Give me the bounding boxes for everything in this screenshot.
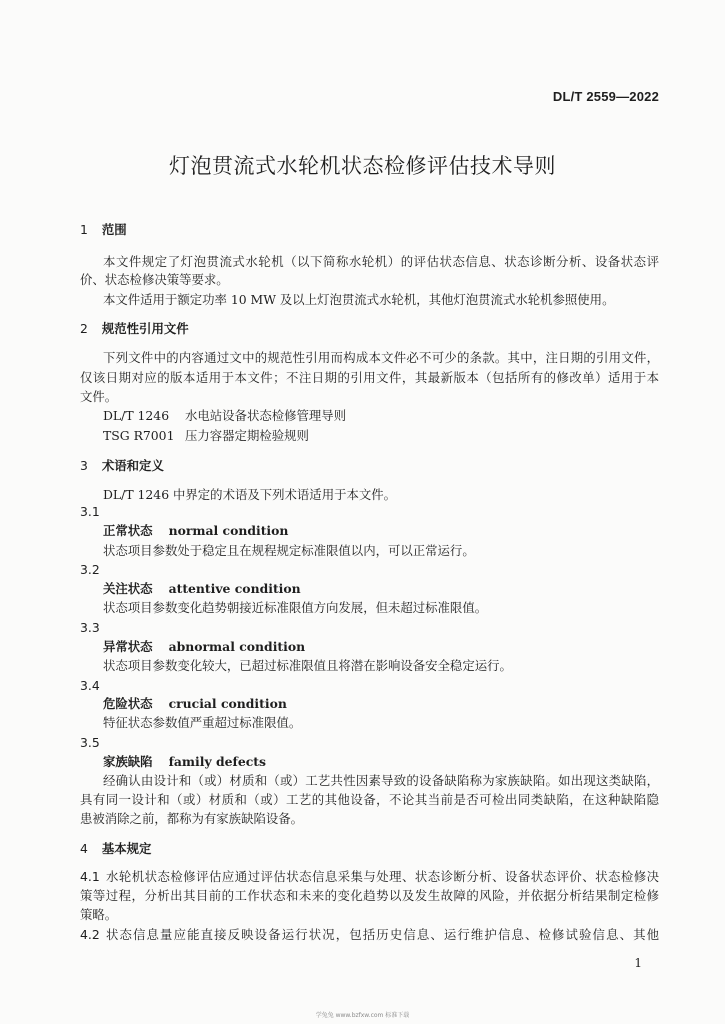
term-definition-line: 具有同一设计和（或）材质和（或）工艺的其他设备，不论其当前是否可检出同类缺陷，在这种缺陷隐 (80, 792, 659, 807)
clause-line: 状态信息量应能直接反映设备运行状况，包括历史信息、运行维护信息、检修试验信息、其他 (106, 927, 659, 942)
reference-entry (103, 408, 346, 424)
term-english: attentive condition (168, 581, 301, 596)
paragraph-line: DL/T 1246 中界定的术语及下列术语适用于本文件。 (103, 487, 397, 502)
term-chinese: 危险状态 (103, 696, 153, 711)
term-heading (103, 581, 301, 597)
section-2-heading (80, 321, 189, 337)
term-heading (103, 696, 287, 712)
clause-line: 水轮机状态检修评估应通过评估状态信息采集与处理、状态诊断分析、设备状态评价、状态检修决 (106, 869, 659, 884)
term-definition: 状态项目参数变化趋势朝接近标准限值方向发展，但未超过标准限值。 (103, 600, 488, 615)
term-definition-line: 患被消除之前，都称为有家族缺陷设备。 (80, 811, 304, 826)
reference-entry (103, 428, 309, 444)
term-chinese: 关注状态 (103, 581, 153, 596)
page-number: 1 (634, 956, 642, 970)
section-title: 范围 (101, 222, 127, 237)
term-definition: 状态项目参数处于稳定且在规程规定标准限值以内，可以正常运行。 (103, 543, 475, 558)
section-title: 术语和定义 (101, 458, 164, 473)
term-chinese: 家族缺陷 (103, 754, 153, 769)
section-1-heading (80, 222, 127, 238)
clause-number: 4.1 (80, 869, 100, 884)
term-chinese: 正常状态 (103, 523, 153, 538)
reference-code: TSG R7001 (103, 428, 175, 443)
term-definition: 特征状态参数值严重超过标准限值。 (103, 715, 302, 730)
section-title: 基本规定 (101, 841, 152, 856)
reference-name: 水电站设备状态检修管理导则 (185, 408, 347, 423)
standard-code: DL/T 2559—2022 (552, 89, 659, 104)
section-number: 2 (80, 321, 88, 336)
section-number: 4 (80, 841, 88, 856)
paragraph-line: 下列文件中的内容通过文中的规范性引用而构成本文件必不可少的条款。其中，注日期的引用文件， (103, 350, 659, 365)
section-4-heading (80, 841, 151, 857)
term-definition-line: 经确认由设计和（或）材质和（或）工艺共性因素导致的设备缺陷称为家族缺陷。如出现这类缺陷， (103, 773, 659, 788)
term-chinese: 异常状态 (103, 639, 153, 654)
clause-number: 4.2 (80, 927, 100, 942)
term-number: 3.2 (80, 562, 100, 577)
document-title: 灯泡贯流式水轮机状态检修评估技术导则 (169, 154, 556, 178)
term-number: 3.5 (80, 735, 100, 750)
section-number: 1 (80, 222, 88, 237)
section-3-heading (80, 458, 164, 474)
term-english: crucial condition (168, 696, 287, 711)
term-heading (103, 754, 266, 770)
term-english: abnormal condition (168, 639, 306, 654)
term-number: 3.4 (80, 678, 100, 693)
reference-code: DL/T 1246 (103, 408, 170, 423)
term-english: family defects (168, 754, 266, 769)
paragraph-line: 本文件适用于额定功率 10 MW 及以上灯泡贯流式水轮机，其他灯泡贯流式水轮机参照使用。 (103, 292, 615, 307)
term-definition: 状态项目参数变化较大，已超过标准限值且将潜在影响设备安全稳定运行。 (103, 658, 512, 673)
watermark-text: 学兔兔 www.bzfxw.com 标准下载 (315, 1012, 410, 1019)
term-number: 3.1 (80, 504, 100, 519)
reference-name: 压力容器定期检验规则 (185, 428, 309, 443)
paragraph-line: 本文件规定了灯泡贯流式水轮机（以下简称水轮机）的评估状态信息、状态诊断分析、设备状态评 (103, 254, 659, 269)
section-title: 规范性引用文件 (101, 321, 189, 336)
term-heading (103, 523, 288, 539)
paragraph-line: 仅该日期对应的版本适用于本文件；不注日期的引用文件，其最新版本（包括所有的修改单）适用于本 (80, 370, 659, 385)
clause-line: 策等过程，分析出其目前的工作状态和未来的变化趋势以及发生故障的风险，并依据分析结果制定检修 (80, 888, 659, 903)
section-number: 3 (80, 458, 88, 473)
paragraph-line: 文件。 (80, 389, 118, 404)
paragraph-line: 价、状态检修决策等要求。 (80, 272, 229, 287)
clause-line: 策略。 (80, 907, 118, 922)
term-english: normal condition (168, 523, 289, 538)
term-number: 3.3 (80, 620, 100, 635)
term-heading (103, 639, 305, 655)
